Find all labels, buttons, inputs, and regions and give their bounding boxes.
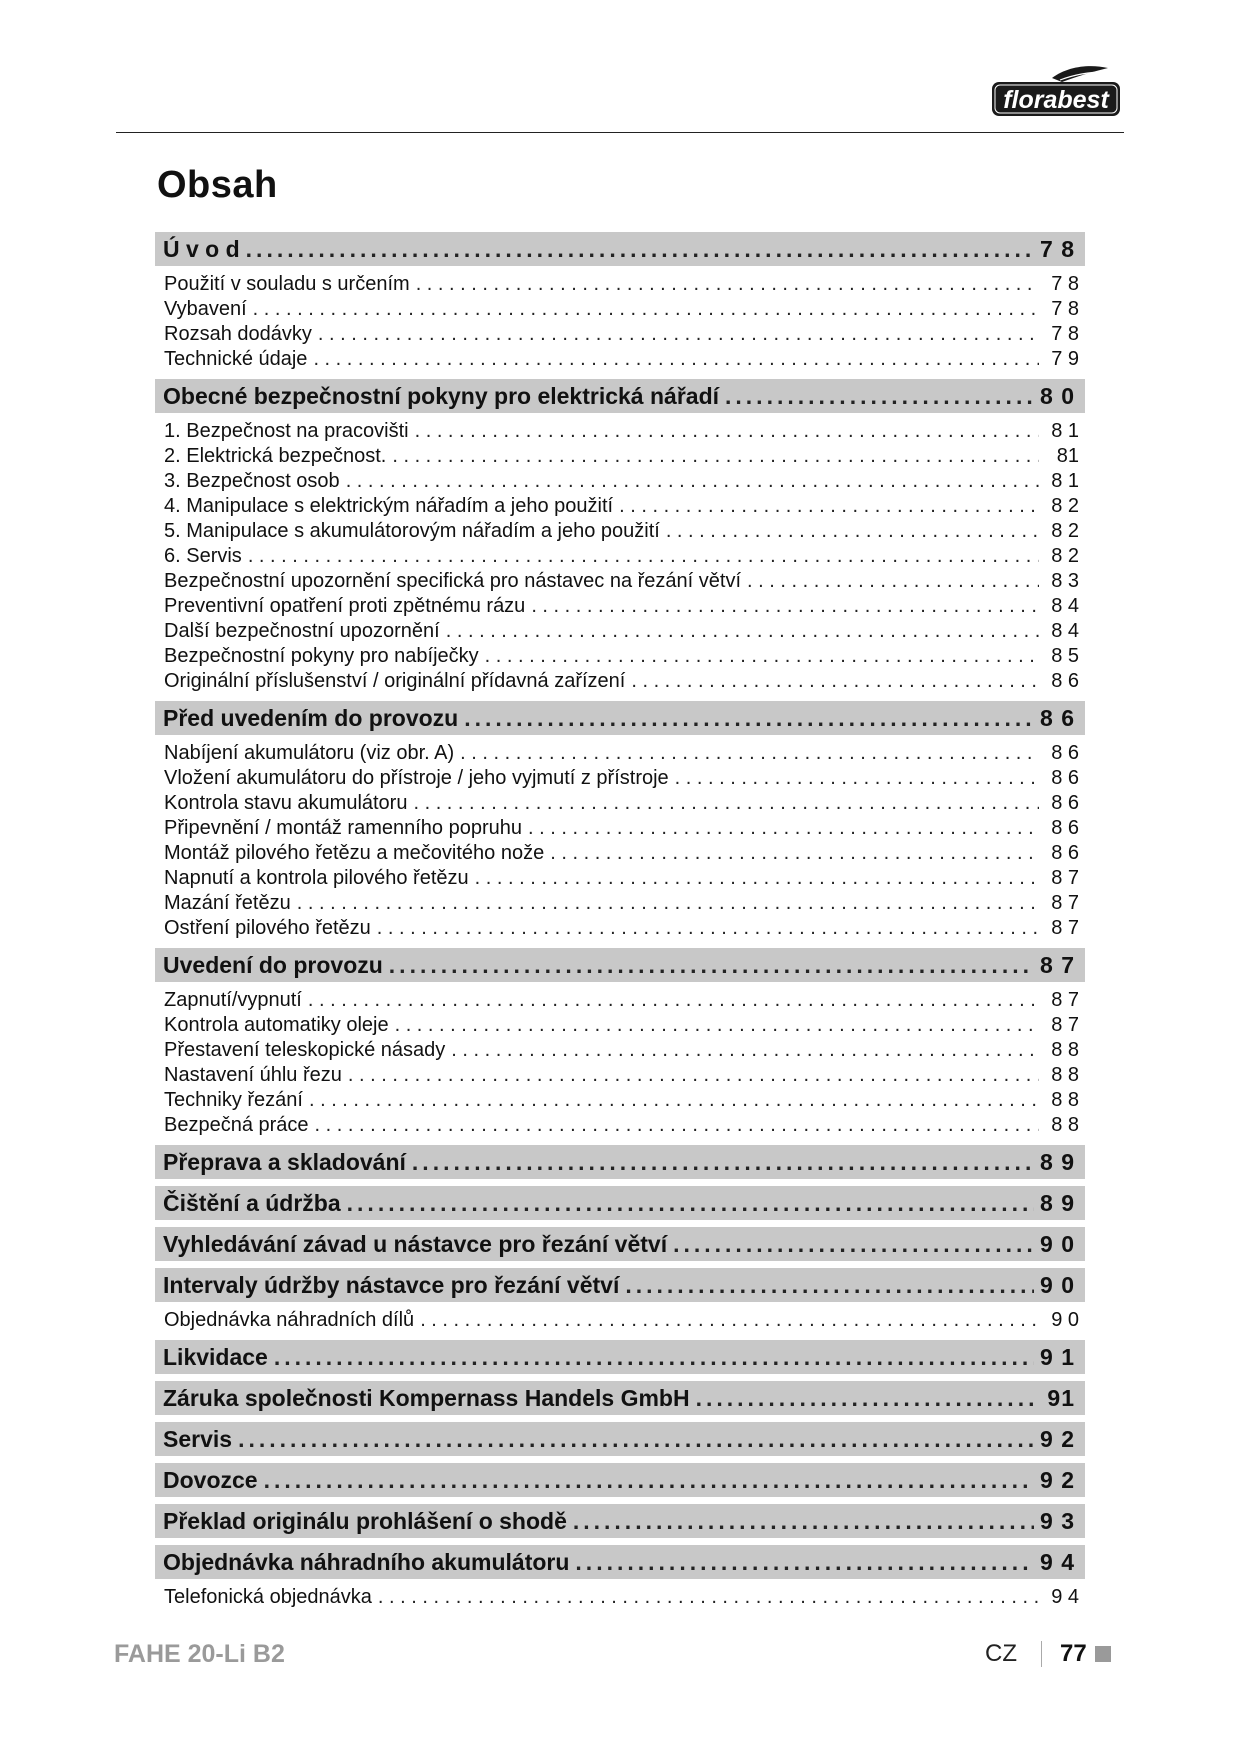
toc-entry-label: Další bezpečnostní upozornění: [164, 620, 440, 642]
toc-entry-label: Technické údaje: [164, 348, 308, 370]
toc-entry-page: 8 7: [1051, 892, 1079, 914]
toc-section[interactable]: [155, 1545, 1085, 1579]
toc-leader-dots: [412, 1149, 1034, 1176]
toc-entry[interactable]: [155, 469, 1085, 494]
toc-leader-dots: [415, 419, 1039, 444]
toc-section[interactable]: [155, 379, 1085, 413]
table-of-contents: [155, 232, 1085, 1610]
toc-leader-dots: [348, 1063, 1039, 1088]
toc-section[interactable]: [155, 1340, 1085, 1374]
toc-entry-label: Před uvedením do provozu: [163, 704, 459, 731]
toc-entry[interactable]: [155, 1088, 1085, 1113]
toc-leader-dots: [253, 297, 1039, 322]
toc-entry[interactable]: [155, 766, 1085, 791]
toc-entry-label: 1. Bezpečnost na pracovišti: [164, 420, 409, 442]
toc-section[interactable]: [155, 1504, 1085, 1538]
toc-entry[interactable]: [155, 347, 1085, 372]
toc-entry[interactable]: [155, 322, 1085, 347]
toc-leader-dots: [446, 619, 1039, 644]
toc-entry-page: 7 8: [1051, 323, 1079, 345]
toc-entry[interactable]: [155, 1308, 1085, 1333]
toc-entry-page: 8 9: [1040, 1189, 1075, 1216]
toc-entry-page: 8 2: [1051, 495, 1079, 517]
florabest-logo: [990, 64, 1122, 118]
toc-leader-dots: [475, 866, 1039, 891]
toc-entry-label: Nabíjení akumulátoru (viz obr. A): [164, 742, 455, 764]
toc-entry[interactable]: [155, 644, 1085, 669]
toc-leader-dots: [238, 1426, 1034, 1453]
toc-entry[interactable]: [155, 1063, 1085, 1088]
toc-entry-label: Bezpečná práce: [164, 1114, 309, 1136]
toc-entry-label: 5. Manipulace s akumulátorovým nářadím a jeho použití: [164, 520, 660, 542]
toc-leader-dots: [531, 594, 1039, 619]
logo-text: florabest: [1003, 86, 1109, 114]
toc-entry-label: Obecné bezpečnostní pokyny pro elektrická nářadí: [163, 382, 720, 409]
toc-entry[interactable]: [155, 1013, 1085, 1038]
toc-leader-dots: [631, 669, 1039, 694]
toc-section[interactable]: [155, 1186, 1085, 1220]
toc-entry-label: Použití v souladu s určením: [164, 273, 410, 295]
toc-leader-dots: [346, 469, 1039, 494]
toc-entry-page: 8 8: [1051, 1039, 1079, 1061]
toc-entry-page: 8 2: [1051, 545, 1079, 567]
toc-leader-dots: [389, 952, 1034, 979]
toc-entry-page: 9 4: [1040, 1548, 1075, 1575]
toc-entry-page: 8 2: [1051, 520, 1079, 542]
toc-leader-dots: [246, 236, 1034, 263]
toc-entry[interactable]: [155, 444, 1085, 469]
toc-entry[interactable]: [155, 419, 1085, 444]
toc-leader-dots: [460, 741, 1039, 766]
toc-leader-dots: [413, 791, 1039, 816]
toc-entry-page: 7 8: [1040, 235, 1075, 262]
toc-entry-page: 8 8: [1051, 1064, 1079, 1086]
toc-leader-dots: [666, 519, 1039, 544]
toc-entry-page: 8 7: [1051, 1014, 1079, 1036]
page-title: Obsah: [157, 164, 278, 206]
toc-leader-dots: [528, 816, 1039, 841]
toc-leader-dots: [378, 1585, 1039, 1610]
toc-leader-dots: [309, 1088, 1039, 1113]
toc-leader-dots: [308, 988, 1039, 1013]
toc-entry[interactable]: [155, 1038, 1085, 1063]
toc-section[interactable]: [155, 1463, 1085, 1497]
toc-leader-dots: [420, 1308, 1039, 1333]
toc-entry-label: Montáž pilového řetězu a mečovitého nože: [164, 842, 545, 864]
toc-entry-label: Preventivní opatření proti zpětnému rázu: [164, 595, 526, 617]
toc-entry-label: Bezpečnostní pokyny pro nabíječky: [164, 645, 479, 667]
toc-entry-label: Rozsah dodávky: [164, 323, 312, 345]
toc-entry-label: Telefonická objednávka: [164, 1586, 372, 1608]
toc-entry[interactable]: [155, 891, 1085, 916]
toc-entry-page: 9 2: [1040, 1425, 1075, 1452]
footer-language: CZ: [985, 1640, 1017, 1667]
toc-entry-page: 8 4: [1051, 620, 1079, 642]
toc-section[interactable]: [155, 1145, 1085, 1179]
toc-leader-dots: [575, 1549, 1034, 1576]
toc-entry[interactable]: [155, 519, 1085, 544]
toc-entry-label: Servis: [163, 1425, 233, 1452]
toc-entry-label: Přeprava a skladování: [163, 1148, 406, 1175]
toc-entry-label: Vyhledávání závad u nástavce pro řezání větví: [163, 1230, 668, 1257]
toc-leader-dots: [573, 1508, 1034, 1535]
toc-entry-page: 9 0: [1051, 1309, 1079, 1331]
toc-entry-page: 8 6: [1051, 792, 1079, 814]
toc-entry-label: Překlad originálu prohlášení o shodě: [163, 1507, 567, 1534]
toc-entry-page: 8 1: [1051, 470, 1079, 492]
toc-leader-dots: [264, 1467, 1034, 1494]
toc-entry-label: Připevnění / montáž ramenního popruhu: [164, 817, 522, 839]
header-divider: [116, 132, 1124, 133]
toc-leader-dots: [485, 644, 1039, 669]
toc-leader-dots: [248, 544, 1039, 569]
toc-entry-label: Intervaly údržby nástavce pro řezání větví: [163, 1271, 620, 1298]
toc-entry-page: 8 6: [1051, 767, 1079, 789]
footer-page-number: 77: [1060, 1640, 1087, 1667]
toc-entry[interactable]: [155, 816, 1085, 841]
toc-entry[interactable]: [155, 1113, 1085, 1138]
toc-entry-label: Dovozce: [163, 1466, 258, 1493]
toc-leader-dots: [673, 1231, 1034, 1258]
toc-entry-label: Objednávka náhradního akumulátoru: [163, 1548, 570, 1575]
toc-section[interactable]: [155, 1381, 1085, 1415]
toc-entry[interactable]: [155, 594, 1085, 619]
toc-entry-page: 8 6: [1051, 817, 1079, 839]
toc-section[interactable]: [155, 701, 1085, 735]
toc-entry-page: 9 2: [1040, 1466, 1075, 1493]
toc-section[interactable]: [155, 232, 1085, 266]
toc-entry-label: Přestavení teleskopické násady: [164, 1039, 446, 1061]
toc-entry-page: 8 6: [1051, 842, 1079, 864]
toc-entry[interactable]: [155, 988, 1085, 1013]
toc-entry-page: 7 9: [1051, 348, 1079, 370]
toc-leader-dots: [451, 1038, 1039, 1063]
footer-square-icon: [1095, 1646, 1111, 1662]
toc-entry-page: 9 3: [1040, 1507, 1075, 1534]
toc-leader-dots: [416, 272, 1039, 297]
toc-entry-label: Likvidace: [163, 1343, 268, 1370]
toc-entry-page: 8 1: [1051, 420, 1079, 442]
toc-entry[interactable]: [155, 916, 1085, 941]
toc-entry-label: 6. Servis: [164, 545, 242, 567]
toc-entry-page: 8 3: [1051, 570, 1079, 592]
toc-section[interactable]: [155, 1422, 1085, 1456]
toc-entry[interactable]: [155, 791, 1085, 816]
toc-leader-dots: [315, 1113, 1039, 1138]
toc-entry-page: 8 7: [1051, 867, 1079, 889]
toc-entry[interactable]: [155, 841, 1085, 866]
toc-leader-dots: [619, 494, 1039, 519]
toc-leader-dots: [392, 444, 1039, 469]
toc-entry-label: Techniky řezání: [164, 1089, 303, 1111]
toc-entry-label: Vybavení: [164, 298, 247, 320]
toc-entry-page: 9 0: [1040, 1271, 1075, 1298]
footer-pagination: [985, 1640, 1111, 1668]
toc-entry-page: 8 6: [1051, 670, 1079, 692]
toc-entry[interactable]: [155, 669, 1085, 694]
toc-entry[interactable]: [155, 494, 1085, 519]
toc-leader-dots: [675, 766, 1039, 791]
toc-section[interactable]: [155, 1268, 1085, 1302]
toc-entry-page: 8 7: [1051, 989, 1079, 1011]
toc-entry-label: Objednávka náhradních dílů: [164, 1309, 415, 1331]
toc-leader-dots: [550, 841, 1039, 866]
toc-entry-page: 7 8: [1051, 273, 1079, 295]
toc-leader-dots: [318, 322, 1039, 347]
toc-leader-dots: [464, 705, 1034, 732]
toc-leader-dots: [347, 1190, 1034, 1217]
toc-leader-dots: [313, 347, 1039, 372]
toc-entry[interactable]: [155, 619, 1085, 644]
toc-entry-label: Mazání řetězu: [164, 892, 291, 914]
toc-entry-page: 8 8: [1051, 1114, 1079, 1136]
toc-entry-page: 8 9: [1040, 1148, 1075, 1175]
toc-entry-page: 8 6: [1051, 742, 1079, 764]
toc-entry-label: Kontrola automatiky oleje: [164, 1014, 389, 1036]
toc-entry-page: 9 0: [1040, 1230, 1075, 1257]
toc-entry-label: Uvedení do provozu: [163, 951, 383, 978]
toc-leader-dots: [696, 1385, 1035, 1412]
toc-entry-label: 2. Elektrická bezpečnost.: [164, 445, 387, 467]
toc-entry-page: 8 8: [1051, 1089, 1079, 1111]
toc-entry-page: 8 6: [1040, 704, 1075, 731]
footer-model: FAHE 20-Li B2: [114, 1640, 285, 1668]
toc-entry-label: Kontrola stavu akumulátoru: [164, 792, 408, 814]
toc-entry-label: Originální příslušenství / originální přídavná zařízení: [164, 670, 626, 692]
toc-leader-dots: [625, 1272, 1034, 1299]
toc-leader-dots: [725, 383, 1034, 410]
toc-leader-dots: [274, 1344, 1034, 1371]
toc-entry-label: Nastavení úhlu řezu: [164, 1064, 342, 1086]
toc-entry-label: 4. Manipulace s elektrickým nářadím a jeho použití: [164, 495, 614, 517]
toc-entry[interactable]: [155, 569, 1085, 594]
toc-entry-label: 3. Bezpečnost osob: [164, 470, 340, 492]
toc-leader-dots: [395, 1013, 1039, 1038]
toc-entry-label: Ostření pilového řetězu: [164, 917, 371, 939]
leaf-icon: [990, 64, 1122, 118]
toc-leader-dots: [297, 891, 1039, 916]
toc-entry-label: Ú v o d: [163, 235, 240, 262]
toc-entry-label: Napnutí a kontrola pilového řetězu: [164, 867, 469, 889]
toc-entry-page: 8 4: [1051, 595, 1079, 617]
toc-entry[interactable]: [155, 272, 1085, 297]
toc-entry-label: Čištění a údržba: [163, 1189, 341, 1216]
toc-entry[interactable]: [155, 866, 1085, 891]
toc-entry[interactable]: [155, 544, 1085, 569]
toc-leader-dots: [747, 569, 1039, 594]
toc-entry-label: Zapnutí/vypnutí: [164, 989, 302, 1011]
toc-entry[interactable]: [155, 297, 1085, 322]
toc-leader-dots: [377, 916, 1039, 941]
toc-section[interactable]: [155, 948, 1085, 982]
toc-entry-page: 8 5: [1051, 645, 1079, 667]
footer-separator: [1041, 1641, 1042, 1667]
toc-entry[interactable]: [155, 1585, 1085, 1610]
toc-entry-page: 7 8: [1051, 298, 1079, 320]
toc-entry-label: Vložení akumulátoru do přístroje / jeho vyjmutí z přístroje: [164, 767, 669, 789]
toc-entry-page: 9 1: [1040, 1343, 1075, 1370]
toc-entry-page: 8 0: [1040, 382, 1075, 409]
toc-entry-page: 8 7: [1040, 951, 1075, 978]
toc-section[interactable]: [155, 1227, 1085, 1261]
toc-entry-label: Záruka společnosti Kompernass Handels GmbH: [163, 1384, 690, 1411]
toc-entry-page: 8 7: [1051, 917, 1079, 939]
toc-entry-page: 81: [1056, 445, 1079, 467]
toc-entry-page: 91: [1047, 1384, 1075, 1411]
toc-entry[interactable]: [155, 741, 1085, 766]
toc-entry-page: 9 4: [1051, 1586, 1079, 1608]
toc-entry-label: Bezpečnostní upozornění specifická pro nástavec na řezání větví: [164, 570, 742, 592]
